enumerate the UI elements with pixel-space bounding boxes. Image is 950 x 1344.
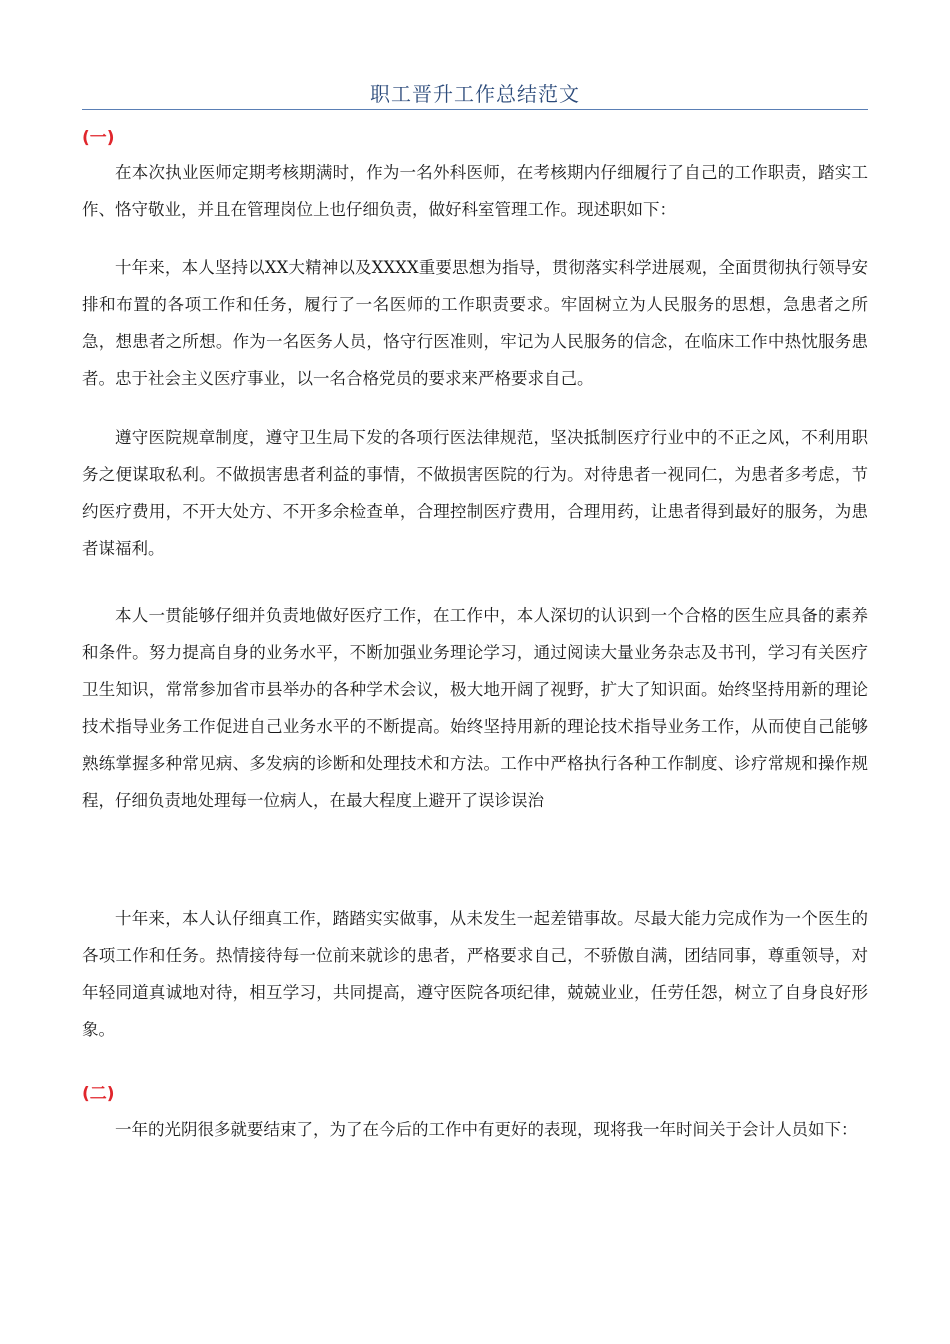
title-divider [82, 109, 868, 110]
paragraph: 一年的光阴很多就要结束了，为了在今后的工作中有更好的表现，现将我一年时间关于会计人员如下： [115, 1120, 858, 1139]
paragraph: 遵守医院规章制度，遵守卫生局下发的各项行医法律规范，坚决抵制医疗行业中的不正之风，不利用职务之便谋取私利。不做损害患者利益的事情，不做损害医院的行为。对待患者一视同仁，为患者多考虑，节约医疗费用，不开大处方、不开多余检查单，合理控制医疗费用，合理用药，让患者得到最好的服务，为患者谋福利。 [82, 428, 868, 558]
paragraph: 十年来，本人认仔细真工作，踏踏实实做事，从未发生一起差错事故。尽最大能力完成作为一个医生的各项工作和任务。热情接待每一位前来就诊的患者，严格要求自己，不骄傲自满，团结同事，尊重领导，对年轻同道真诚地对待，相互学习，共同提高，遵守医院各项纪律，兢兢业业，任劳任怨，树立了自身良好形象。 [82, 909, 868, 1039]
section-heading-1: (一) [82, 128, 115, 148]
paragraph: 十年来，本人坚持以XX大精神以及XXXX重要思想为指导，贯彻落实科学进展观，全面贯彻执行领导安排和布置的各项工作和任务，履行了一名医师的工作职责要求。牢固树立为人民服务的思想，急患者之所急，想患者之所想。作为一名医务人员，恪守行医准则，牢记为人民服务的信念，在临床工作中热忱服务患者。忠于社会主义医疗事业，以一名合格党员的要求来严格要求自己。 [82, 258, 868, 388]
document-title: 职工晋升工作总结范文 [370, 82, 580, 106]
paragraph: 本人一贯能够仔细并负责地做好医疗工作，在工作中，本人深切的认识到一个合格的医生应具备的素养和条件。努力提高自身的业务水平，不断加强业务理论学习，通过阅读大量业务杂志及书刊，学习有关医疗卫生知识，常常参加省市县举办的各种学术会议，极大地开阔了视野，扩大了知识面。始终坚持用新的理论技术指导业务工作促进自己业务水平的不断提高。始终坚持用新的理论技术指导业务工作，从而使自己能够熟练掌握多种常见病、多发病的诊断和处理技术和方法。工作中严格执行各种工作制度、诊疗常规和操作规程，仔细负责地处理每一位病人，在最大程度上避开了误诊误治 [82, 606, 868, 810]
paragraph: 在本次执业医师定期考核期满时，作为一名外科医师，在考核期内仔细履行了自己的工作职责，踏实工作、恪守敬业，并且在管理岗位上也仔细负责，做好科室管理工作。现述职如下： [82, 163, 868, 219]
section-heading-2: (二) [82, 1084, 115, 1104]
